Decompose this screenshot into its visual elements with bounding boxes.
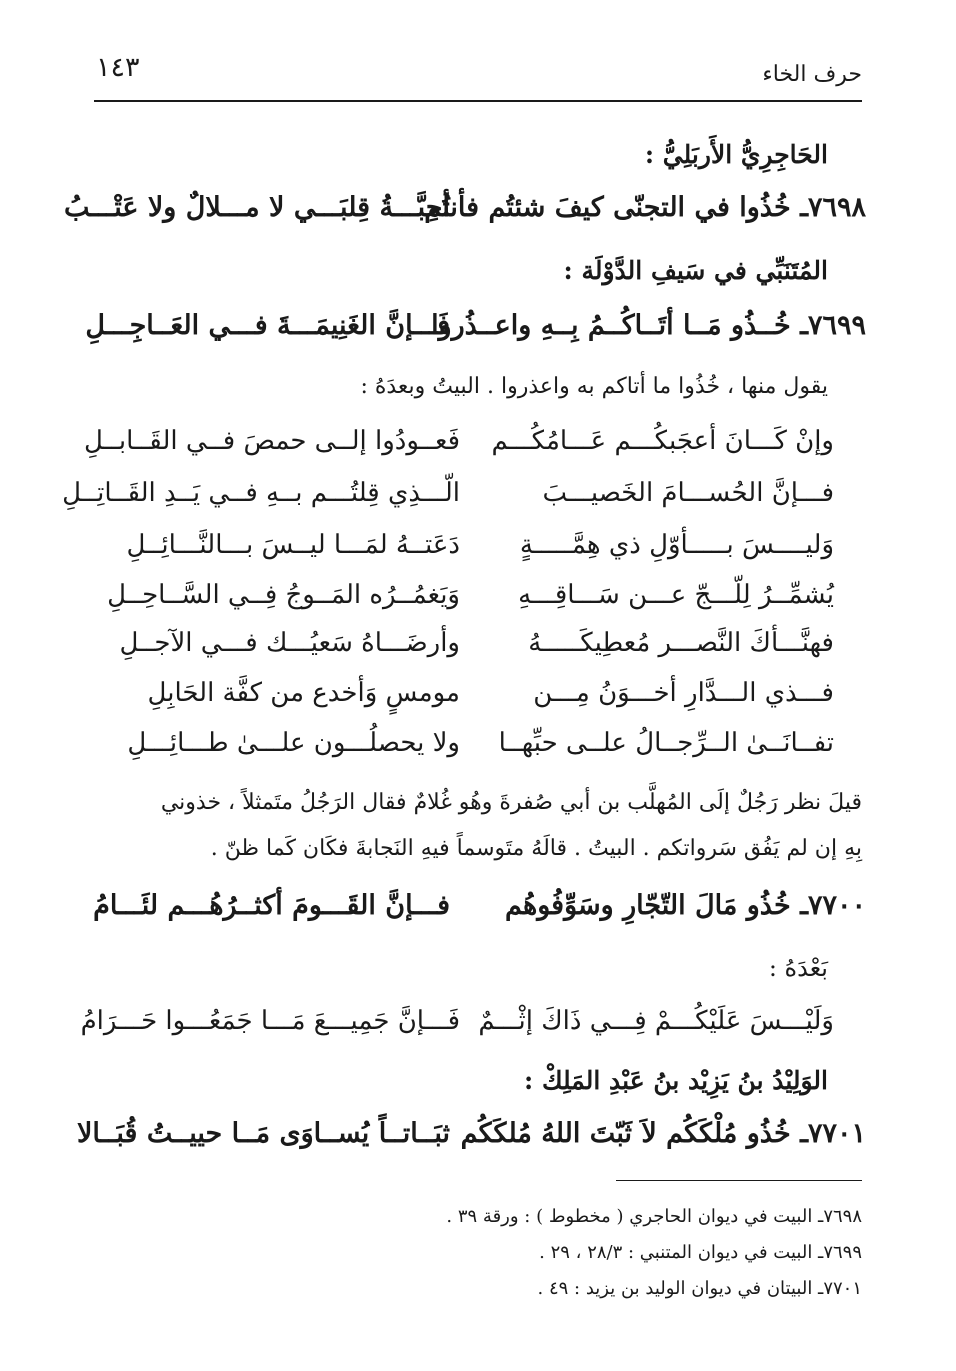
- verse-first-hemistich: فهنَّـــأكَ النَّصـــر مُعطِيكَـــــهُ: [528, 628, 834, 658]
- verse-line: [0, 1006, 956, 1054]
- verse-line: [0, 728, 956, 776]
- poet-heading: الوَلِيْدُ بنُ يَزِيْد بنُ عَبْدِ المَلِكْ :: [524, 1066, 828, 1095]
- footnote-rule: [616, 1180, 862, 1181]
- verse-7701: [0, 1118, 956, 1166]
- verse-first-hemistich: وإنْ كَـــانَ أعجَبكُـــم عَـــامُكُـــم: [491, 426, 834, 456]
- verse-second-hemistich: أحِبَّـــةُ قِلبَـــي لا مـــلالٌ ولا عَتْـــبُ: [63, 192, 450, 223]
- commentary-line: بِهِ إن لم يَفُق سَرواتكم . البيتُ . قالَهُ متَوسماً فيهِ النَجابةَ فكَان كَما ظنّ .: [210, 836, 862, 861]
- footnote: ٧٦٩٩ـ البيت في ديوان المتنبي : ٢٨/٣ ، ٢٩ .: [539, 1242, 862, 1263]
- verse-first-hemistich: ٧٧٠٠ـ خُذُو مَالَ التّجّارِ وسَوِّفُوهُم: [505, 890, 866, 921]
- verse-line: [0, 426, 956, 474]
- commentary-line: قيلَ نظر رَجُلٌ إلَى المُهلَّب بن أبي صُفرةَ وهُو غُلامٌ فقال الرَجُلُ متَمثلاً ، خذوني: [160, 790, 862, 815]
- after-label: بَعْدَهُ :: [768, 954, 828, 982]
- page-number: ١٤٣: [96, 52, 140, 83]
- footnote: ٧٧٠١ـ البيتان في ديوان الوليد بن يزيد : ٤٩ .: [537, 1278, 862, 1299]
- verse-line: [0, 678, 956, 726]
- verse-first-hemistich: ٧٧٠١ـ خُذُو مُلْكَكُم لاَ ثَبّتَ اللهُ مُلكَكُم: [460, 1118, 866, 1149]
- chapter-title: حرف الخاء: [762, 62, 862, 87]
- verse-7700: [0, 890, 956, 938]
- verse-second-hemistich: فـــإنَّ القَـــومَ أكثــرُهُـــم لئَـــامُ: [93, 890, 450, 921]
- verse-line: [0, 530, 956, 578]
- verse-first-hemistich: تفــانَــىٰ الــرِّجــالُ علــى حبِّهــا: [498, 728, 834, 758]
- verse-first-hemistich: ٧٦٩٩ـ خُــذُو مَــا أتَــاكُــمُ بِــهِ واعــذُروا: [431, 310, 866, 341]
- verse-second-hemistich: مومسٍ وَأخدع من كفَّة الحَابِلِ: [147, 678, 460, 708]
- verse-second-hemistich: ولا يحصلُـــون علـــىٰ طـــائِـــلِ: [127, 728, 460, 758]
- verse-7699: [0, 310, 956, 358]
- verse-second-hemistich: الّـــذِي قِلتُـــم بــهِ فــي يَــدِ القَــاتِــلِ: [62, 478, 460, 508]
- verse-second-hemistich: فَـــإنَّ جَمِيـــعَ مَـــا جَمَعُـــوا حَـــرَامُ: [80, 1006, 460, 1036]
- footnote: ٧٦٩٨ـ البيت في ديوان الحاجري ( مخطوط ) : ورقة ٣٩ .: [446, 1206, 862, 1227]
- verse-first-hemistich: وَلَيْـــسَ عَلَيْكُـــمْ فِـــي ذَاكَ إثْـــمٌ: [478, 1006, 834, 1036]
- verse-second-hemistich: وأرضَـــاهُ سَعيُـــك فـــي الآجــلِ: [119, 628, 460, 658]
- verse-first-hemistich: فـــذي الـــدَّارِ أخـــوَنُ مِـــن: [533, 678, 834, 708]
- verse-7698: [0, 192, 956, 240]
- verse-first-hemistich: فـــإنَّ الحُســـامَ الخَصيـــبَ: [542, 478, 834, 508]
- verse-line: [0, 628, 956, 676]
- verse-second-hemistich: فَـــإنَّ الغَنِيمَـــةَ فـــي العَــاجِـــلِ: [85, 310, 450, 341]
- verse-second-hemistich: وَيَغمُــرُه المَــوجُ فِــي السَّــاحِــلِ: [107, 580, 460, 610]
- verse-first-hemistich: يُشمِّــرُ لِلّـــجّ عـــن سَـــاقِـــهِ: [518, 580, 834, 610]
- commentary-intro: يقول منها ، خُذُوا ما أتاكم به واعذروا . البيتُ وبعدَهُ :: [360, 374, 828, 399]
- poet-heading: المُتَنَبِّي في سَيفِ الدَّوْلَة :: [563, 256, 828, 285]
- poet-heading: الحَاجِرِيُّ الأَربَلِيُّ :: [644, 140, 828, 169]
- verse-second-hemistich: ثبَــاتــاً يُســاوَى مَــا حييــتُ قُبَــالا: [76, 1118, 450, 1149]
- verse-first-hemistich: ٧٦٩٨ـ خُذُوا في التجنّى كيفَ شئتُم فأنتُم: [424, 192, 866, 223]
- verse-line: [0, 478, 956, 526]
- verse-second-hemistich: فَعــودُوا إلــى حمصَ فــي القَــابــلِ: [83, 426, 460, 456]
- verse-second-hemistich: دَعَتــهُ لمَـــا ليــسَ بـــالنَّـــائِــلِ: [126, 530, 460, 560]
- header-rule: [94, 100, 862, 102]
- verse-first-hemistich: وَليــــسَ بـــــأوّلِ ذي هِمَّـــــةٍ: [519, 530, 834, 560]
- verse-line: [0, 580, 956, 628]
